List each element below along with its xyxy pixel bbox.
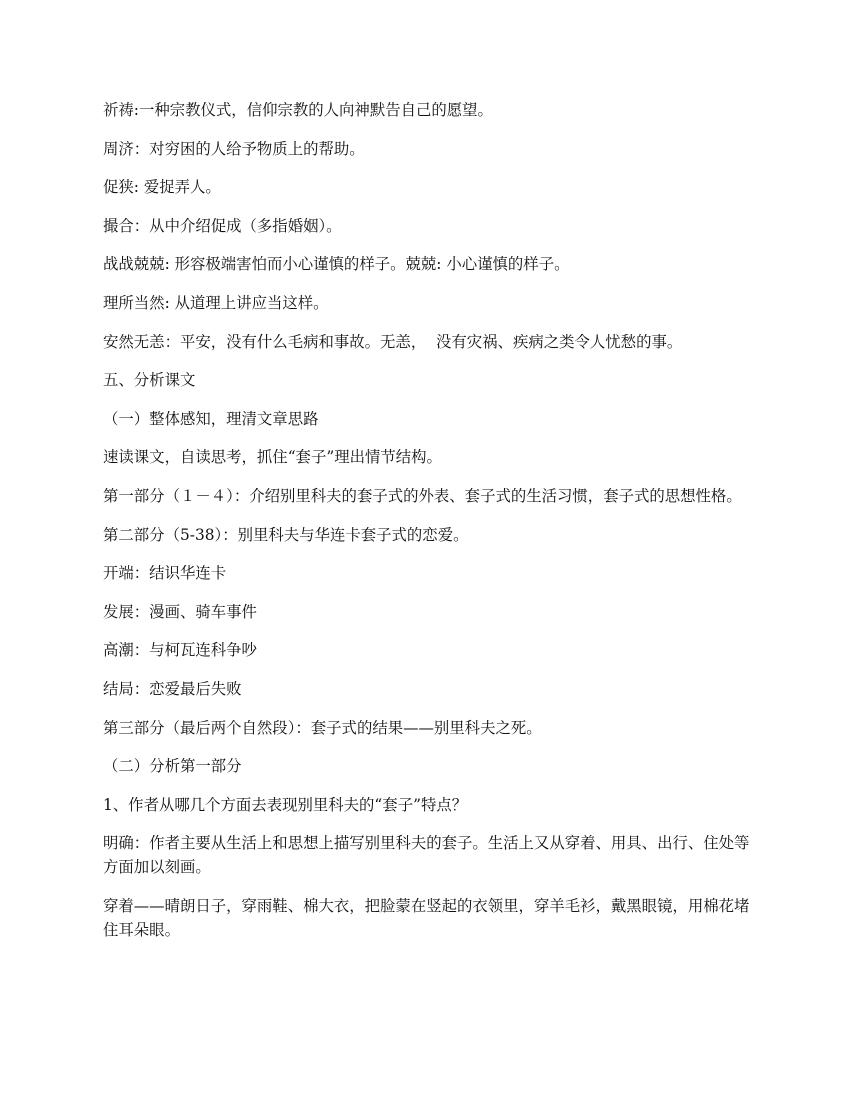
instruction-paragraph: 速读课文，自读思考，抓住“套子”理出情节结构。 bbox=[103, 448, 442, 467]
vocab-lisuodangran: 理所当然: 从道理上讲应当这样。 bbox=[103, 293, 329, 312]
subsection-heading-part-one: （二）分析第一部分 bbox=[103, 757, 242, 776]
vocab-zhanzhanjingjing: 战战兢兢: 形容极端害怕而小心谨慎的样子。兢兢: 小心谨慎的样子。 bbox=[103, 255, 570, 274]
question-paragraph: 1、作者从哪几个方面去表现别里科夫的“套子”特点？ bbox=[103, 795, 468, 814]
vocab-cuohe: 撮合：从中介绍促成（多指婚姻）。 bbox=[103, 216, 342, 235]
document-body bbox=[103, 98, 763, 956]
section-heading-analysis: 五、分析课文 bbox=[103, 371, 196, 390]
plot-climax: 高潮：与柯瓦连科争吵 bbox=[103, 641, 257, 660]
part-two-paragraph: 第二部分（5-38）：别里科夫与华连卡套子式的恋爱。 bbox=[103, 525, 469, 544]
subsection-heading-overview: （一）整体感知，理清文章思路 bbox=[103, 409, 319, 428]
part-one-paragraph: 第一部分（１－４）：介绍别里科夫的套子式的外表、套子式的生活习惯，套子式的思想性格。 bbox=[103, 486, 742, 505]
plot-beginning: 开端：结识华连卡 bbox=[103, 564, 227, 583]
vocab-cuxia: 促狭: 爱捉弄人。 bbox=[103, 178, 221, 197]
answer-paragraph: 明确：作者主要从生活上和思想上描写别里科夫的套子。生活上又从穿着、用具、出行、住处等方面加以刻画。 bbox=[103, 834, 750, 877]
vocab-zhouji: 周济：对穷困的人给予物质上的帮助。 bbox=[103, 139, 365, 158]
part-three-paragraph: 第三部分（最后两个自然段）：套子式的结果——别里科夫之死。 bbox=[103, 718, 542, 737]
clothing-paragraph: 穿着——晴朗日子，穿雨鞋、棉大衣，把脸蒙在竖起的衣领里，穿羊毛衫，戴黑眼镜，用棉花堵住耳朵眼。 bbox=[103, 896, 750, 939]
vocab-anranwuyang: 安然无恙：平安，没有什么毛病和事故。无恙， 没有灾祸、疾病之类令人忧愁的事。 bbox=[103, 332, 683, 351]
plot-ending: 结局：恋爱最后失败 bbox=[103, 679, 242, 698]
plot-development: 发展：漫画、骑车事件 bbox=[103, 602, 257, 621]
vocab-qidao: 祈祷:一种宗教仪式，信仰宗教的人向神默告自己的愿望。 bbox=[103, 101, 493, 119]
